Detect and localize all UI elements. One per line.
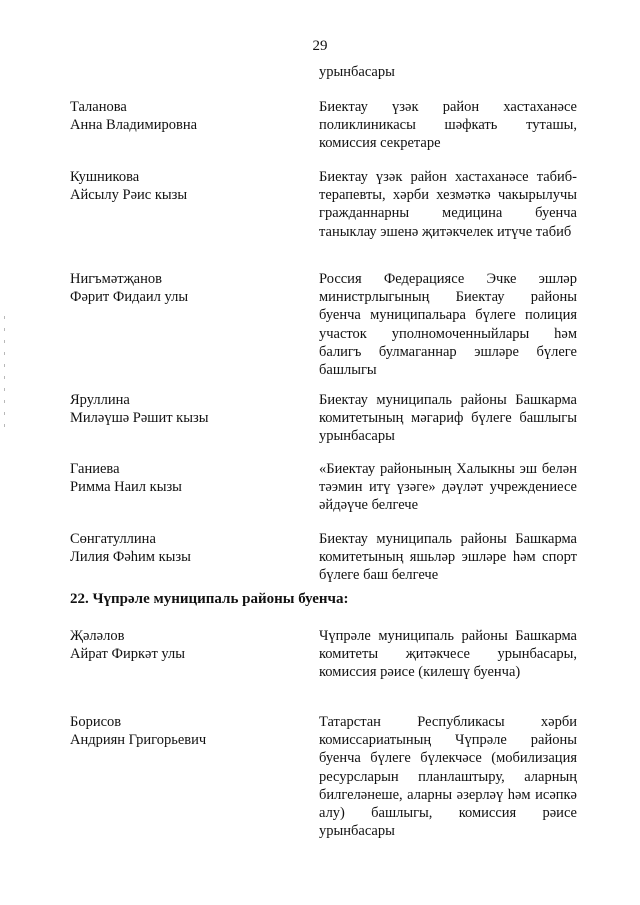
member-given-name: Римма Наил кызы — [70, 479, 182, 495]
member-role: Россия Федерациясе Эчке эшләр министрлыгының Биектау районы буенча муниципальара бүлеге полиция участок уполномоченныйлары һәм балигъ булмаганнар эшләре бүлеге башлыгы — [319, 271, 577, 379]
page-number: 29 — [312, 38, 328, 54]
member-role: Биектау үзәк район хастаханәсе поликлиникасы шәфкать туташы, комиссия секретаре — [319, 99, 577, 152]
member-name — [70, 98, 300, 134]
member-given-name: Анна Владимировна — [70, 117, 198, 133]
member-name — [70, 460, 300, 496]
member-given-name: Андриян Григорьевич — [70, 732, 207, 748]
member-name — [70, 168, 300, 204]
member-surname: Таланова — [70, 99, 127, 115]
member-role: Биектау муниципаль районы Башкарма комитетының мәгариф бүлеге башлыгы урынбасары — [319, 392, 577, 445]
member-role: Чүпрәле муниципаль районы Башкарма комитеты җитәкчесе урынбасары, комиссия рәисе (килешү буенча) — [319, 628, 577, 681]
member-surname: Борисов — [70, 714, 122, 730]
scan-margin-marks — [4, 316, 7, 446]
member-given-name: Айрат Фиркәт улы — [70, 646, 186, 662]
member-name — [70, 627, 300, 663]
member-name — [70, 270, 300, 306]
member-surname: Нигъмәтҗанов — [70, 271, 162, 287]
member-name — [70, 713, 300, 749]
member-given-name: Миләүшә Рәшит кызы — [70, 410, 209, 426]
member-surname: Кушникова — [70, 169, 140, 185]
member-role: Биектау муниципаль районы Башкарма комитетының яшьләр эшләре һәм спорт бүлеге баш белгече — [319, 531, 577, 584]
member-surname: Ганиева — [70, 461, 120, 477]
member-given-name: Лилия Фәһим кызы — [70, 549, 191, 565]
member-surname: Җәләлов — [70, 628, 125, 644]
section-heading: 22. Чүпрәле муниципаль районы буенча: — [70, 591, 349, 607]
member-given-name: Айсылу Рәис кызы — [70, 187, 188, 203]
member-name — [70, 530, 300, 566]
member-surname: Яруллина — [70, 392, 130, 408]
continued-role-text: урынбасары — [319, 64, 395, 80]
member-given-name: Фәрит Фидаил улы — [70, 289, 189, 305]
member-surname: Сөнгатуллина — [70, 531, 156, 547]
member-role: «Биектау районының Халыкны эш белән тәэмин итү үзәге» дәүләт учреждениесе әйдәүче белгече — [319, 461, 577, 514]
member-name — [70, 391, 300, 427]
member-role: Татарстан Республикасы хәрби комиссариатының Чүпрәле районы буенча бүлеге бүлекчәсе (мобилизация ресурсларын планлаштыру, аларның билгеләнеше, аларны әзерләү һәм исәпкә алу) башлыгы, комиссия рәисе урынбасары — [319, 714, 577, 840]
member-role: Биектау үзәк район хастаханәсе табиб-терапевты, хәрби хезмәткә чакырылучы гражданнарны медицина буенча таныклау эшенә җитәкчелек итүче табиб — [319, 169, 577, 240]
